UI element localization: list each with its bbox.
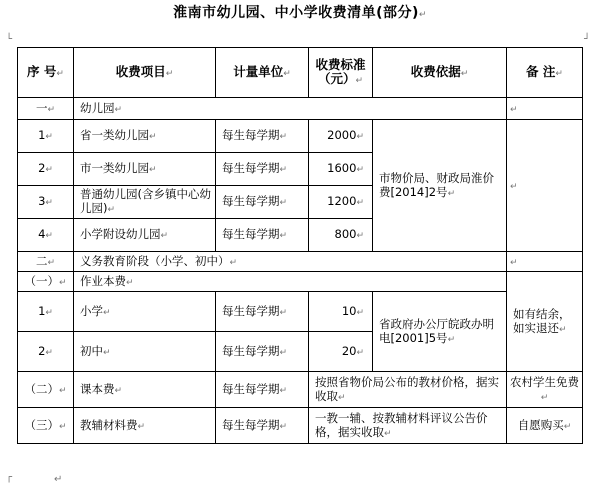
- row-remark: 自愿购买↵: [507, 408, 583, 444]
- row-price: 800↵: [309, 219, 373, 252]
- row-price: 1200↵: [309, 186, 373, 219]
- row-price: 20↵: [309, 332, 373, 372]
- row-item: 小学附设幼儿园↵: [74, 219, 216, 252]
- row-unit: 每生每学期↵: [216, 153, 309, 186]
- table-row: [18, 292, 583, 332]
- row-item: 市一类幼儿园↵: [74, 153, 216, 186]
- header-remark: 备 注↵: [507, 48, 583, 98]
- row-item: 初中↵: [74, 332, 216, 372]
- section-seq: 二↵: [18, 252, 74, 272]
- empty-cell: ↵: [507, 252, 583, 272]
- row-unit: 每生每学期↵: [216, 332, 309, 372]
- row-price: 1600↵: [309, 153, 373, 186]
- row-unit: 每生每学期↵: [216, 408, 309, 444]
- row-unit: 每生每学期↵: [216, 186, 309, 219]
- section-row-compulsory: [18, 252, 583, 272]
- row-price: 10↵: [309, 292, 373, 332]
- paragraph-mark-icon: ↵: [54, 474, 63, 485]
- title-text: 淮南市幼儿园、中小学收费清单(部分): [173, 5, 419, 21]
- header-row: [18, 48, 583, 98]
- row-seq: 2↵: [18, 153, 74, 186]
- header-seq: 序 号↵: [18, 48, 74, 98]
- section-row-workbook: [18, 272, 583, 292]
- paragraph-mark-icon: ↵: [418, 10, 427, 20]
- row-unit: 每生每学期↵: [216, 120, 309, 153]
- section-label: 幼儿园↵: [74, 98, 507, 120]
- header-standard: 收费标准（元）↵: [309, 48, 373, 98]
- row-seq: （三）↵: [18, 408, 74, 444]
- row-item: 教辅材料费↵: [74, 408, 216, 444]
- workbook-remark: 如有结余，如实退还↵: [507, 272, 583, 372]
- row-unit: 每生每学期↵: [216, 372, 309, 408]
- row-seq: （二）↵: [18, 372, 74, 408]
- kindergarten-basis: 市物价局、财政局淮价费[2014]2号↵: [373, 120, 507, 252]
- row-basis: 按照省物价局公布的教材价格，据实收取↵: [309, 372, 507, 408]
- table-row-textbook: [18, 372, 583, 408]
- table-row: [18, 120, 583, 153]
- empty-cell: ↵: [507, 98, 583, 120]
- workbook-basis: 省政府办公厅皖政办明电[2001]5号↵: [373, 292, 507, 372]
- header-item: 收费项目↵: [74, 48, 216, 98]
- document-title: [0, 2, 600, 22]
- row-item: 小学↵: [74, 292, 216, 332]
- row-seq: 1↵: [18, 120, 74, 153]
- row-unit: 每生每学期↵: [216, 292, 309, 332]
- corner-mark-icon: └: [6, 34, 13, 45]
- section-row-kindergarten: [18, 98, 583, 120]
- fee-table: [17, 47, 583, 444]
- header-basis: 收费依据↵: [373, 48, 507, 98]
- section-label: 作业本费↵: [74, 272, 507, 292]
- table-row-materials: [18, 408, 583, 444]
- row-seq: 2↵: [18, 332, 74, 372]
- row-item: 省一类幼儿园↵: [74, 120, 216, 153]
- kindergarten-remark: ↵: [507, 120, 583, 252]
- row-seq: 4↵: [18, 219, 74, 252]
- row-unit: 每生每学期↵: [216, 219, 309, 252]
- corner-mark-icon: ┘: [584, 34, 591, 45]
- row-seq: 1↵: [18, 292, 74, 332]
- section-seq: （一）↵: [18, 272, 74, 292]
- corner-mark-icon: ┌: [6, 472, 13, 483]
- section-label: 义务教育阶段（小学、初中）↵: [74, 252, 507, 272]
- header-unit: 计量单位↵: [216, 48, 309, 98]
- row-price: 2000↵: [309, 120, 373, 153]
- section-seq: 一↵: [18, 98, 74, 120]
- row-remark: 农村学生免费↵: [507, 372, 583, 408]
- row-item: 普通幼儿园(含乡镇中心幼儿园)↵: [74, 186, 216, 219]
- row-item: 课本费↵: [74, 372, 216, 408]
- row-basis: 一教一辅、按教辅材料评议公告价格，据实收取↵: [309, 408, 507, 444]
- row-seq: 3↵: [18, 186, 74, 219]
